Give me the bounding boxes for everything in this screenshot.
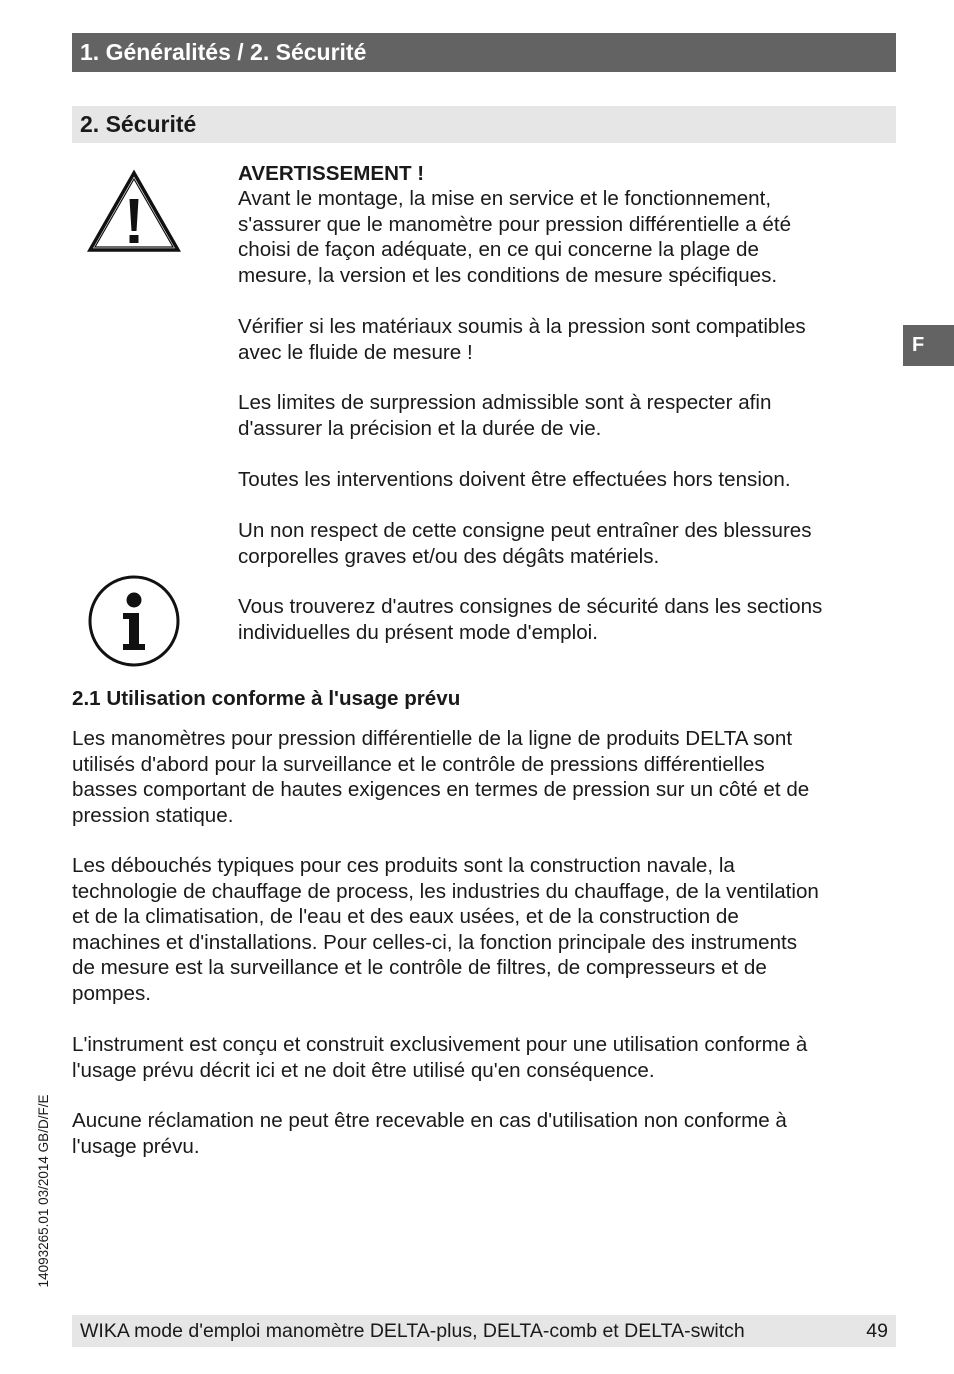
- warning-paragraph-2: Vérifier si les matériaux soumis à la pression sont compatibles avec le fluide de mesure !: [238, 315, 806, 364]
- info-paragraph: Vous trouverez d'autres consignes de sécurité dans les sections individuelles du présent mode d'emploi.: [238, 595, 823, 644]
- usage-paragraph-3: L'instrument est conçu et construit exclusivement pour une utilisation conforme à l'usage prévu décrit ici et ne doit être utilisé qu'en conséquence.: [72, 1033, 808, 1082]
- document-code: 14093265.01 03/2014 GB/D/F/E: [36, 1094, 51, 1288]
- warning-paragraph-5: Un non respect de cette consigne peut entraîner des blessures corporelles graves et/ou des dégâts matériels.: [238, 519, 812, 568]
- document-code-container: [34, 1080, 54, 1302]
- usage-paragraph-2: Les débouchés typiques pour ces produits sont la construction navale, la technologie de chauffage de process, les industries du chauffage, de la ventilation et de la climatisation, de l'eau et des eaux usées, et de la construction de machines et d'installations. Pour celles-ci, la fonction principale des instruments de mesure est la surveillance et le contrôle de filtres, de compresseurs et de pompes.: [72, 854, 819, 1005]
- warning-paragraph-4: Toutes les interventions doivent être effectuées hors tension.: [238, 468, 791, 491]
- page-footer: [72, 1315, 896, 1347]
- warning-paragraph-1: Avant le montage, la mise en service et le fonctionnement, s'assurer que le manomètre pour pression différentielle a été choisi de façon adéquate, en ce qui concerne la plage de mesure, la version et les conditions de mesure spécifiques.: [238, 187, 792, 287]
- info-icon: [87, 574, 181, 668]
- footer-title: WIKA mode d'emploi manomètre DELTA-plus, DELTA-comb et DELTA-switch: [80, 1320, 745, 1342]
- page-number: 49: [866, 1320, 888, 1342]
- usage-paragraph-4: Aucune réclamation ne peut être recevable en cas d'utilisation non conforme à l'usage prévu.: [72, 1109, 787, 1158]
- warning-triangle-icon: [87, 169, 181, 253]
- subsection-heading: 2.1 Utilisation conforme à l'usage prévu: [72, 687, 461, 710]
- chapter-header: 1. Généralités / 2. Sécurité: [72, 33, 896, 72]
- warning-title: AVERTISSEMENT !: [238, 162, 425, 185]
- usage-paragraph-1: Les manomètres pour pression différentielle de la ligne de produits DELTA sont utilisés d'abord pour la surveillance et le contrôle de pressions différentielles basses comportant de hautes exigences en termes de pression sur un côté et de pression statique.: [72, 727, 810, 827]
- language-tab: F: [903, 325, 954, 366]
- section-title: 2. Sécurité: [72, 106, 896, 143]
- warning-paragraph-3: Les limites de surpression admissible sont à respecter afin d'assurer la précision et la durée de vie.: [238, 391, 772, 440]
